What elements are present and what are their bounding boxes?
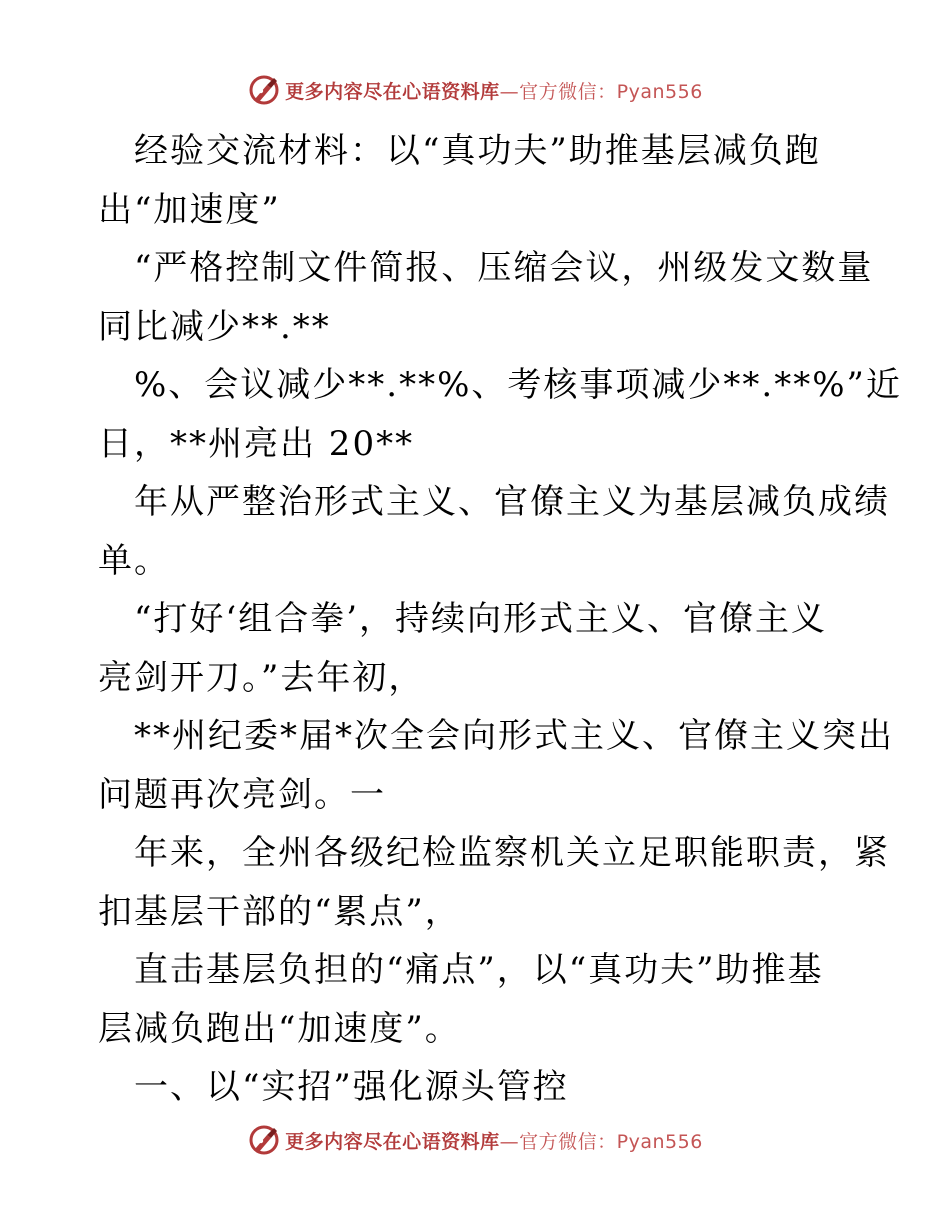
paragraph-line: 日，**州亮出 20** — [98, 423, 415, 464]
paragraph-line: **州纪委*届*次全会向形式主义、官僚主义突出 — [134, 716, 894, 756]
footer-banner — [0, 1120, 950, 1160]
paragraph-line: “打好‘组合拳’，持续向形式主义、官僚主义 — [134, 599, 827, 639]
document-title-line-1: 经验交流材料：以“真功夫”助推基层减负跑 — [134, 131, 821, 171]
paragraph-line: 层减负跑出“加速度”。 — [98, 1008, 461, 1049]
banner-text: 更多内容尽在心语资料库—官方微信：Pyan556 — [285, 1130, 703, 1153]
paragraph-line: 同比减少**.** — [98, 306, 331, 347]
section-heading: 一、以“实招”强化源头管控 — [134, 1067, 569, 1107]
document-title-line-2: 出“加速度” — [98, 189, 281, 230]
pen-circle-logo-icon — [247, 1123, 281, 1157]
paragraph-line: %、会议减少**.**%、考核事项减少**.**%”近 — [134, 365, 902, 405]
paragraph-line: 扣基层干部的“累点”， — [98, 891, 461, 932]
paragraph-line: 单。 — [98, 540, 170, 581]
pen-circle-logo-icon — [247, 73, 281, 107]
paragraph-line: “严格控制文件简报、压缩会议，州级发文数量 — [134, 248, 874, 288]
document-body — [98, 122, 902, 1117]
paragraph-line: 亮剑开刀。”去年初， — [98, 657, 425, 698]
paragraph-line: 年来，全州各级纪检监察机关立足职能职责，紧 — [134, 833, 890, 873]
header-banner — [0, 70, 950, 110]
paragraph-line: 年从严整治形式主义、官僚主义为基层减负成绩 — [134, 482, 890, 522]
banner-text: 更多内容尽在心语资料库—官方微信：Pyan556 — [285, 80, 703, 103]
paragraph-line: 直击基层负担的“痛点”，以“真功夫”助推基 — [134, 950, 824, 990]
paragraph-line: 问题再次亮剑。一 — [98, 774, 386, 815]
